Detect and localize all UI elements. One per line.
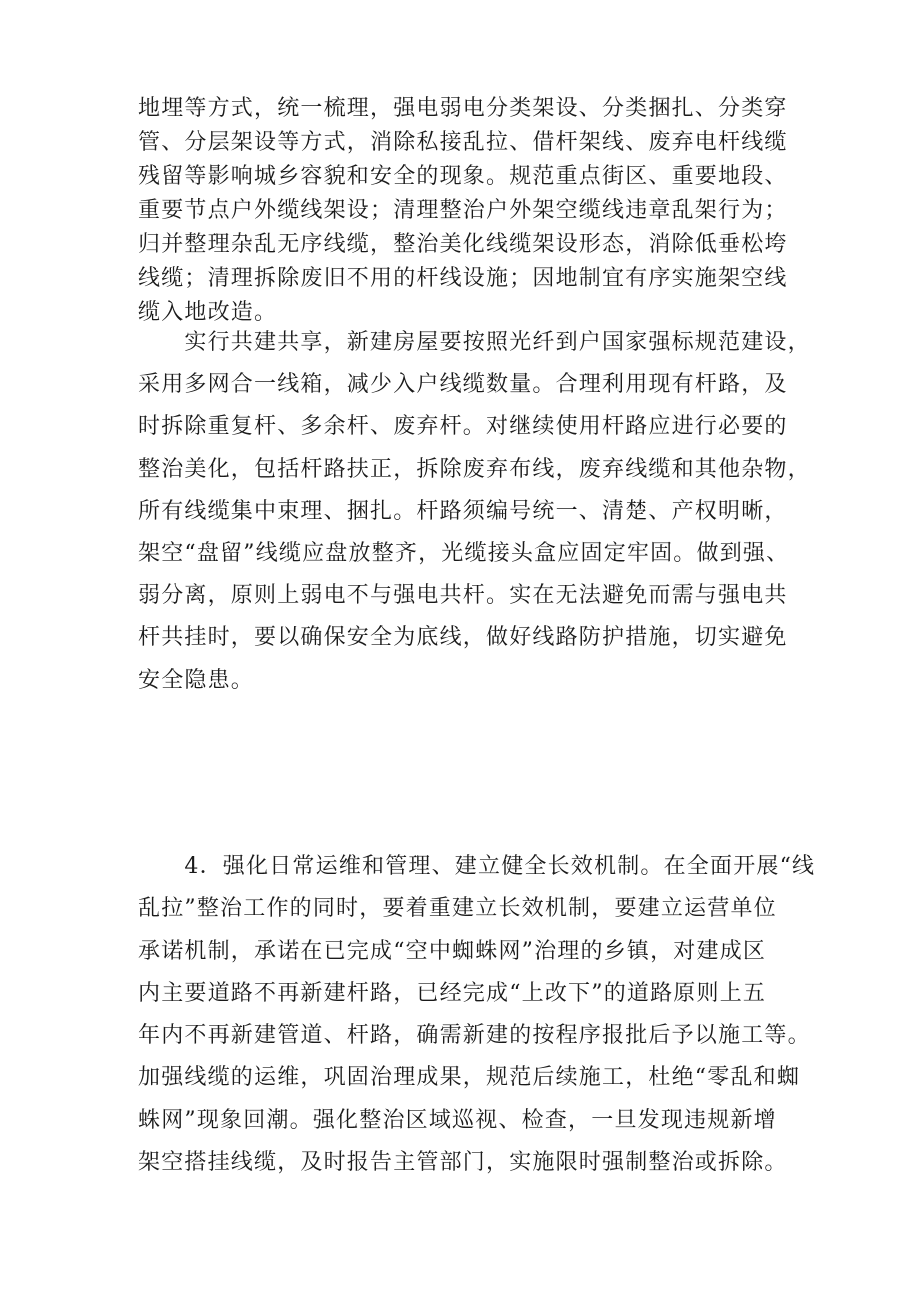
text-line: 管、分层架设等方式，消除私接乱拉、借杆架线、废弃电杆线缆: [138, 130, 788, 155]
text-line: 架空搭挂线缆，及时报告主管部门，实施限时强制整治或拆除。: [138, 1150, 788, 1176]
paragraph-long-term-mechanism: [138, 846, 816, 1184]
text-line: 蛛网”现象回潮。强化整治区域巡视、检查，一旦发现违规新增: [138, 1107, 777, 1133]
text-line: 加强线缆的运维，巩固治理成果，规范后续施工，杜绝“零乱和蜘: [138, 1065, 801, 1091]
text-line: 架空“盘留”线缆应盘放整齐，光缆接头盒应固定牢固。做到强、: [138, 541, 790, 567]
text-line: 实行共建共享，新建房屋要按照光纤到户国家强标规范建设，: [138, 330, 811, 355]
text-line: 线缆；清理拆除废旧不用的杆线设施；因地制宜有序实施架空线: [138, 266, 788, 291]
text-line: 整治美化，包括杆路扶正，拆除废弃布线，废弃线缆和其他杂物，: [138, 456, 811, 482]
text-line: 归并整理杂乱无序线缆，整治美化线缆架设形态，消除低垂松垮: [138, 232, 788, 257]
text-line: 所有线缆集中束理、捆扎。杆路须编号统一、清楚、产权明晰，: [138, 498, 788, 524]
text-line: 4．强化日常运维和管理、建立健全长效机制。在全面开展“线: [138, 854, 816, 879]
text-line: 弱分离，原则上弱电不与强电共杆。实在无法避免而需与强电共: [138, 583, 788, 609]
text-line: 杆共挂时，要以确保安全为底线，做好线路防护措施，切实避免: [138, 625, 788, 651]
text-line: 内主要道路不再新建杆路，已经完成“上改下”的道路原则上五: [138, 980, 767, 1006]
text-line: 乱拉”整治工作的同时，要着重建立长效机制，要建立运营单位: [138, 896, 777, 922]
text-line: 重要节点户外缆线架设；清理整治户外架空缆线违章乱架行为；: [138, 198, 788, 223]
text-line: 地埋等方式，统一梳理，强电弱电分类架设、分类捆扎、分类穿: [138, 96, 788, 121]
paragraph-shared-construction: [138, 322, 811, 702]
paragraph-cable-regulation: [138, 92, 798, 330]
text-line: 缆入地改造。: [138, 300, 278, 325]
text-line: 安全隐患。: [138, 667, 255, 693]
text-line: 时拆除重复杆、多余杆、废弃杆。对继续使用杆路应进行必要的: [138, 414, 788, 440]
text-line: 年内不再新建管道、杆路，确需新建的按程序报批后予以施工等。: [138, 1023, 811, 1049]
text-line: 采用多网合一线箱，减少入户线缆数量。合理利用现有杆路，及: [138, 372, 788, 398]
text-line: 残留等影响城乡容貌和安全的现象。规范重点街区、重要地段、: [138, 164, 788, 189]
text-line: 承诺机制，承诺在已完成“空中蜘蛛网”治理的乡镇，对建成区: [138, 938, 767, 964]
